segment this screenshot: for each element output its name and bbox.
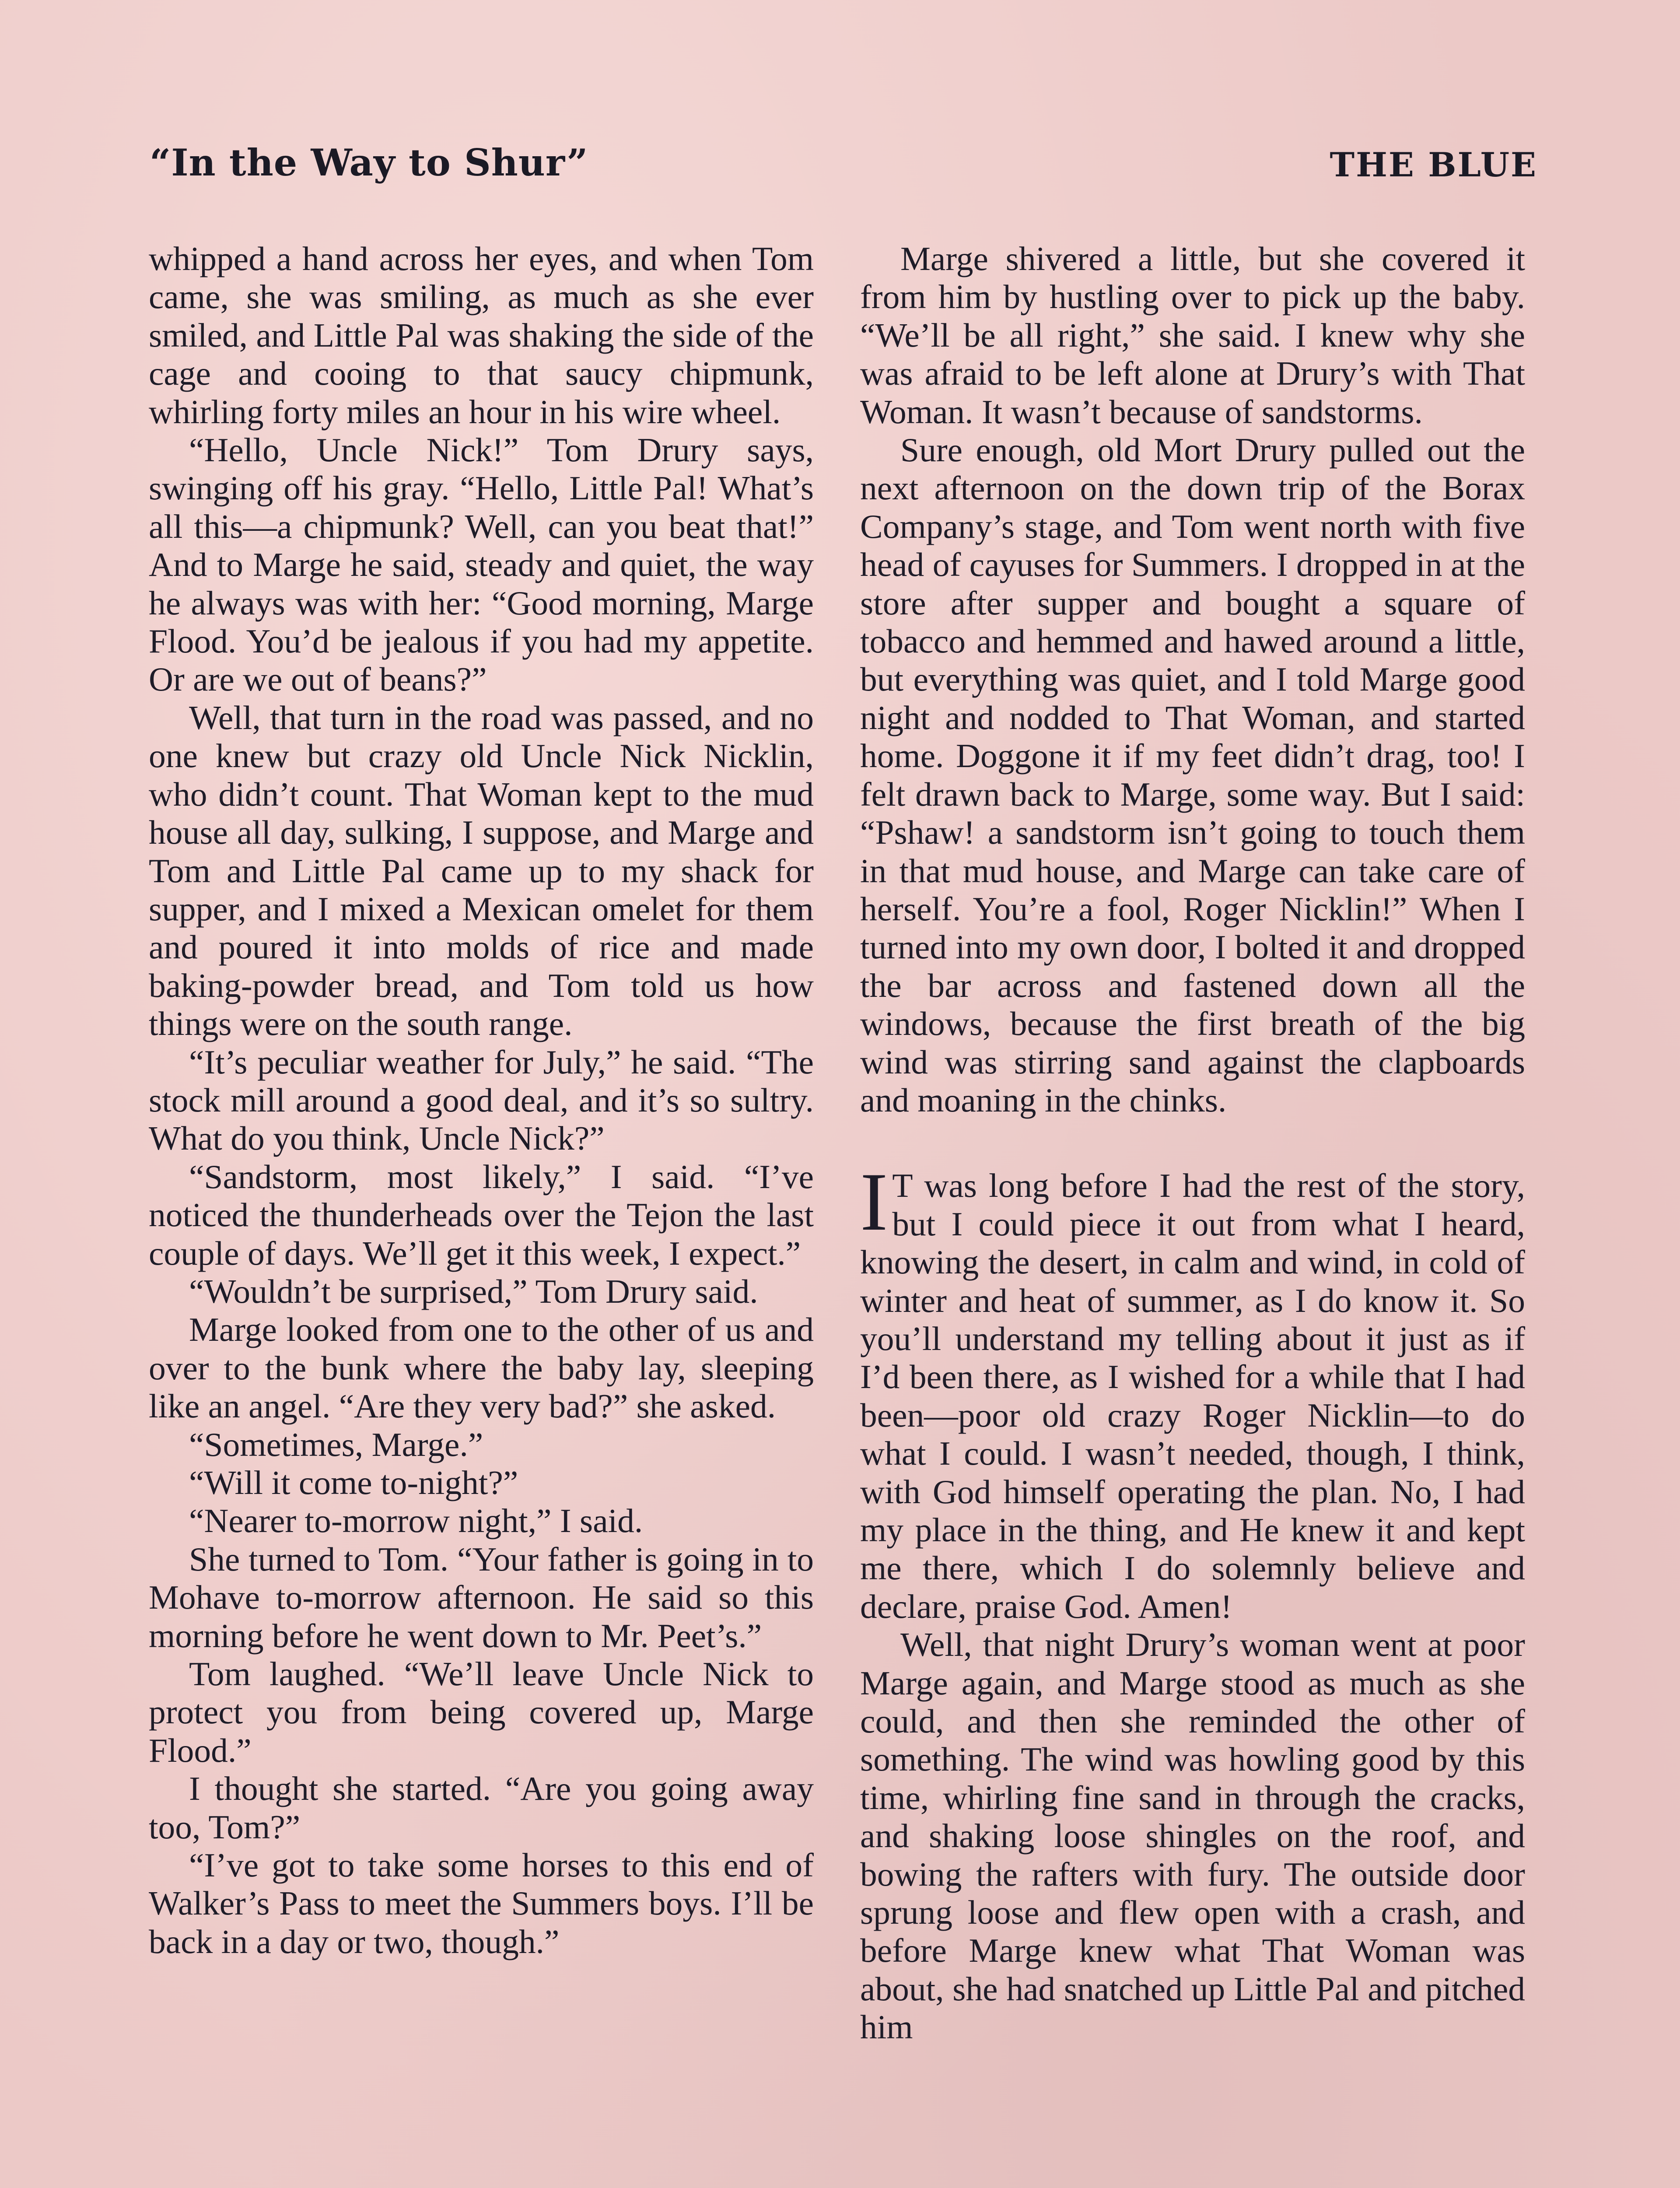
paragraph: Well, that turn in the road was passed, and no one knew but crazy old Uncle Nick Nicklin, who didn’t count. That Woman kept to the mud house all day, sulking, I suppose, and Marge and Tom and Little Pal came up to my shack for supper, and I mixed a Mexican omelet for them and poured it into molds of rice and made baking-powder bread, and Tom told us how things were on the south range. — [149, 698, 814, 1043]
paragraph: “Wouldn’t be surprised,” Tom Drury said. — [189, 1272, 758, 1310]
running-head-story-title: “In the Way to Shur” — [150, 141, 588, 184]
paragraph: Marge looked from one to the other of us and over to the bunk where the baby lay, sleeping like an angel. “Are they very bad?” she asked. — [149, 1311, 814, 1425]
running-head-magazine-title: THE BLUE — [1330, 145, 1537, 184]
paragraph: “Will it come to-night?” — [189, 1464, 518, 1501]
right-text-column — [860, 240, 1525, 2047]
paragraph: She turned to Tom. “Your father is going in to Mohave to-morrow afternoon. He said so this morning before he went down to Mr. Peet’s.” — [149, 1540, 814, 1655]
paragraph: “Sandstorm, most likely,” I said. “I’ve noticed the thunderheads over the Tejon the last couple of days. We’ll get it this week, I expect.” — [149, 1157, 814, 1272]
paragraph: whipped a hand across her eyes, and when Tom came, she was smiling, as much as she ever smiled, and Little Pal was shaking the side of the cage and cooing to that saucy chipmunk, whirling forty miles an hour in his wire wheel. — [149, 240, 814, 431]
section-opening-paragraph — [860, 1156, 1525, 1626]
paragraph: Tom laughed. “We’ll leave Uncle Nick to protect you from being covered up, Marge Flood.” — [149, 1655, 814, 1769]
paragraph: Sure enough, old Mort Drury pulled out the next afternoon on the down trip of the Borax Company’s stage, and Tom went north with five head of cayuses for Summers. I dropped in at the store after supper and bought a square of tobacco and hemmed and hawed around a little, but everything was quiet, and I told Marge good night and nodded to That Woman, and started home. Doggone it if my feet didn’t drag, too! I felt drawn back to Marge, some way. But I said: “Pshaw! a sandstorm isn’t going to touch them in that mud house, and Marge can take care of herself. You’re a fool, Roger Nicklin!” When I turned into my own door, I bolted it and dropped the bar across and fastened down all the windows, because the first breath of the big wind was stirring sand against the clapboards and moaning in the chinks. — [860, 431, 1525, 1119]
paragraph: Marge shivered a little, but she covered it from him by hustling over to pick up the baby. “We’ll be all right,” she said. I knew why she was afraid to be left alone at Drury’s with That Woman. It wasn’t because of sandstorms. — [860, 240, 1525, 431]
paragraph: “It’s peculiar weather for July,” he said. “The stock mill around a good deal, and it’s so sultry. What do you think, Uncle Nick?” — [149, 1043, 814, 1157]
paragraph: “Nearer to-morrow night,” I said. — [189, 1502, 643, 1540]
left-text-column — [149, 240, 814, 1961]
paragraph: “Hello, Uncle Nick!” Tom Drury says, swinging off his gray. “Hello, Little Pal! What’s all this—a chipmunk? Well, can you beat that!” And to Marge he said, steady and quiet, the way he always was with her: “Good morning, Marge Flood. You’d be jealous if you had my appetite. Or are we out of beans?” — [149, 431, 814, 698]
paragraph: I thought she started. “Are you going away too, Tom?” — [149, 1770, 814, 1846]
section-opening-text: T was long before I had the rest of the story, but I could piece it out from what I heard, knowing the desert, in calm and wind, in cold of winter and heat of summer, as I do know it. So you’ll understand my telling about it just as if I’d been there, as I wished for a while that I had been—poor old crazy Roger Nicklin—to do what I could. I wasn’t needed, though, I think, with God himself operating the plan. No, I had my place in the thing, and He knew it and kept me there, which I do solemnly believe and declare, praise God. Amen! — [860, 1167, 1525, 1625]
paragraph: “Sometimes, Marge.” — [189, 1425, 483, 1463]
drop-cap: I — [860, 1156, 888, 1248]
paragraph: “I’ve got to take some horses to this end of Walker’s Pass to meet the Summers boys. I’ll be back in a day or two, though.” — [149, 1846, 814, 1960]
paragraph: Well, that night Drury’s woman went at poor Marge again, and Marge stood as much as she could, and then she reminded the other of something. The wind was howling good by this time, whirling fine sand in through the cracks, and shaking loose shingles on the roof, and bowing the rafters with fury. The outside door sprung loose and flew open with a crash, and before Marge knew what That Woman was about, she had snatched up Little Pal and pitched him — [860, 1626, 1525, 2046]
